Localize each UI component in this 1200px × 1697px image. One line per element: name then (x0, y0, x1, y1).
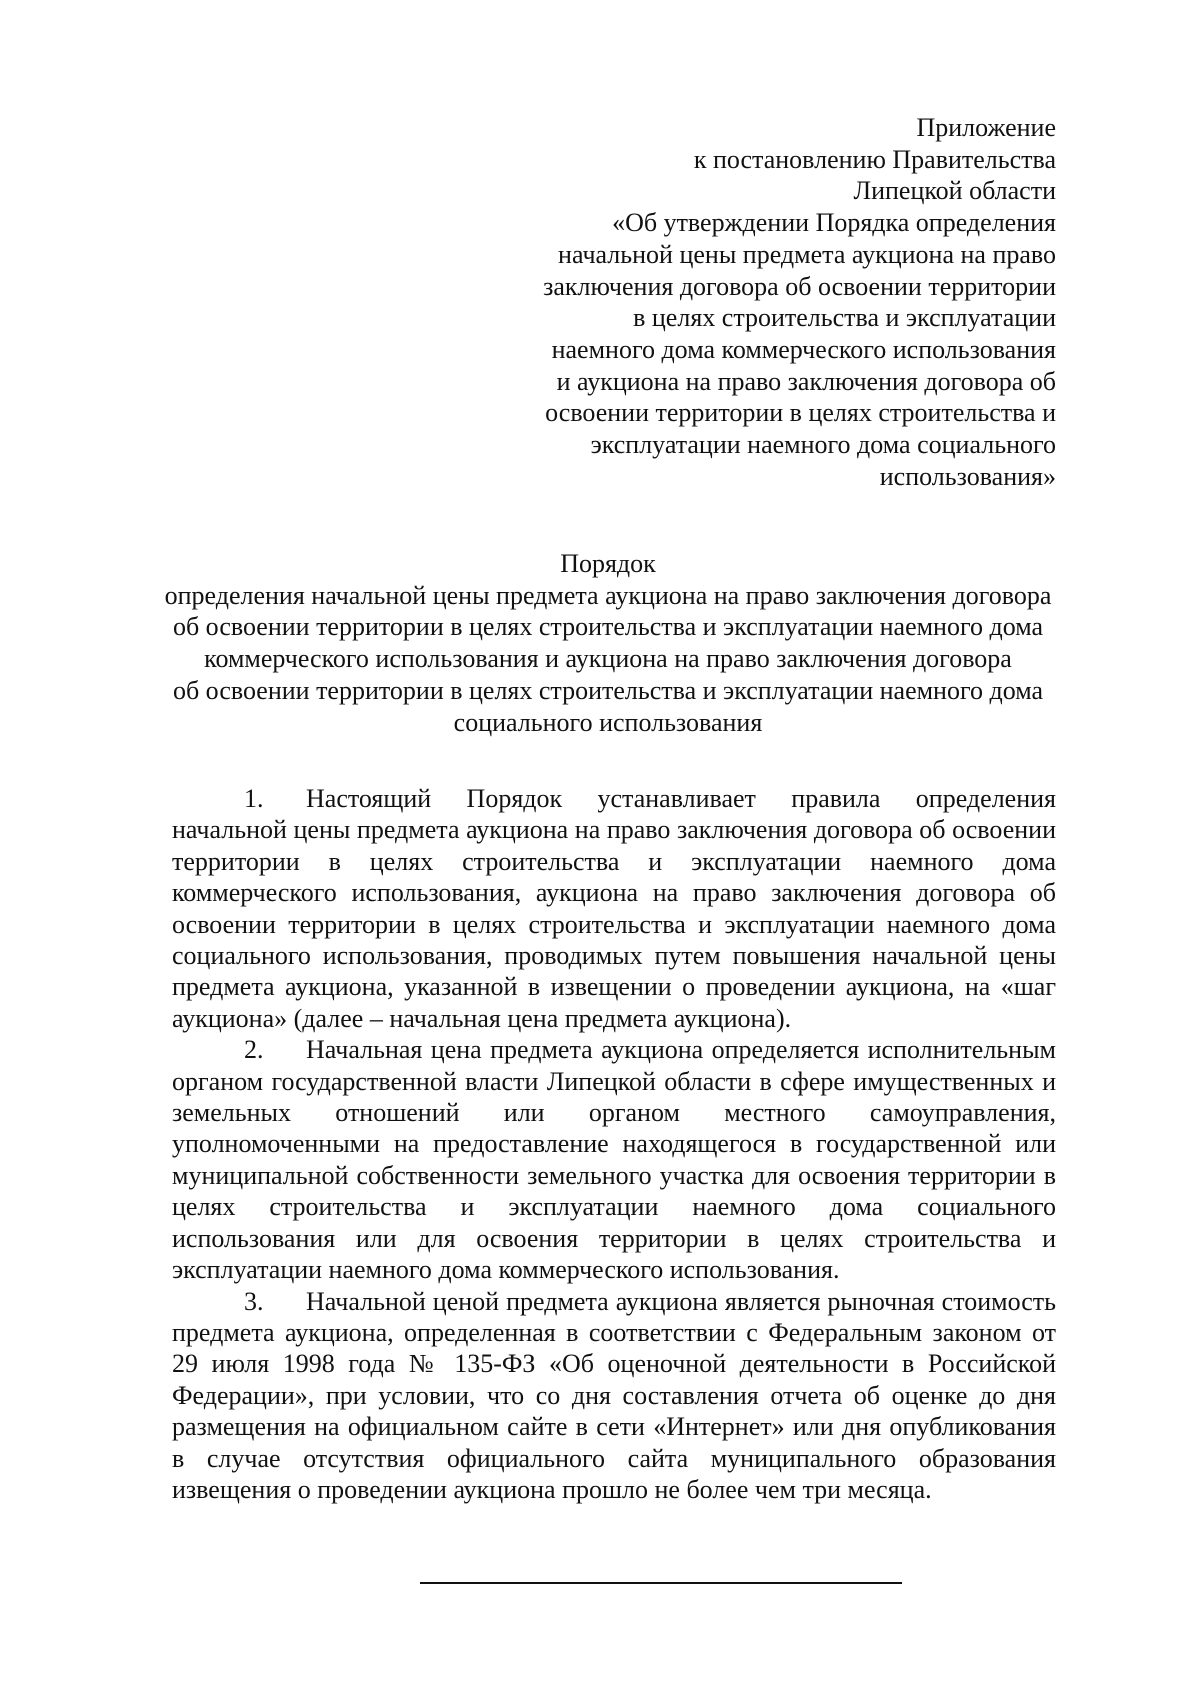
appendix-line: начальной цены предмета аукциона на право (558, 239, 1056, 269)
paragraph-text: Начальная цена предмета аукциона определяется исполнительным органом государственной власти Липецкой области в сфере имущественных и земельных отношений или органом местного самоуправления, уполномоченными на предоставление находящегося в государственной или муниципальной собственности земельного участка для освоения территории в целях строительства и эксплуатации наемного дома социального использования или для освоения территории в целях строительства и эксплуатации наемного дома коммерческого использования. (172, 1035, 1056, 1285)
appendix-line: наемного дома коммерческого использования (551, 334, 1056, 364)
paragraph-1 (172, 783, 1056, 1034)
appendix-line: освоении территории в целях строительства и (545, 398, 1056, 428)
appendix-line: в целях строительства и эксплуатации (633, 303, 1056, 333)
appendix-line: к постановлению Правительства (693, 144, 1056, 174)
appendix-line: использования» (879, 461, 1056, 491)
paragraph-text: Начальной ценой предмета аукциона является рыночная стоимость предмета аукциона, определенная в соответствии с Федеральным законом от 29 июля 1998 года № 135-ФЗ «Об оценочной деятельности в Российской Федерации», при условии, что со дня составления отчета об оценке до дня размещения на официальном сайте в сети «Интернет» или дня опубликования в случае отсутствия официального сайта муниципального образования извещения о проведении аукциона прошло не более чем три месяца. (172, 1286, 1056, 1504)
document-title (160, 548, 1056, 738)
appendix-line: заключения договора об освоении территории (543, 271, 1056, 301)
paragraph-text: Настоящий Порядок устанавливает правила определения начальной цены предмета аукциона на право заключения договора об освоении территории в целях строительства и эксплуатации наемного дома коммерческого использования, аукциона на право заключения договора об освоении территории в целях строительства и эксплуатации наемного дома социального использования, проводимых путем повышения начальной цены предмета аукциона, указанной в извещении о проведении аукциона, на «шаг аукциона» (далее – начальная цена предмета аукциона). (172, 784, 1056, 1033)
appendix-line: «Об утверждении Порядка определения (612, 208, 1056, 238)
title-line: об освоении территории в целях строительства и эксплуатации наемного дома (172, 675, 1044, 705)
paragraph-number: 2. (244, 1035, 264, 1065)
end-divider-line (420, 1582, 902, 1584)
appendix-line: Липецкой области (853, 176, 1056, 206)
document-body (172, 783, 1056, 1505)
title-line: коммерческого использования и аукциона на право заключения договора (204, 644, 1012, 674)
appendix-header (496, 112, 1056, 492)
title-line: социального использования (453, 707, 763, 737)
appendix-line: и аукциона на право заключения договора об (556, 366, 1056, 396)
paragraph-3 (172, 1286, 1056, 1506)
appendix-line: Приложение (916, 113, 1056, 142)
title-line: об освоении территории в целях строительства и эксплуатации наемного дома (172, 612, 1044, 642)
paragraph-2 (172, 1034, 1056, 1285)
title-line: определения начальной цены предмета аукциона на право заключения договора (164, 580, 1052, 610)
title-heading: Порядок (560, 549, 656, 578)
paragraph-number: 3. (244, 1286, 264, 1316)
appendix-line: эксплуатации наемного дома социального (590, 430, 1056, 460)
paragraph-number: 1. (244, 784, 264, 813)
